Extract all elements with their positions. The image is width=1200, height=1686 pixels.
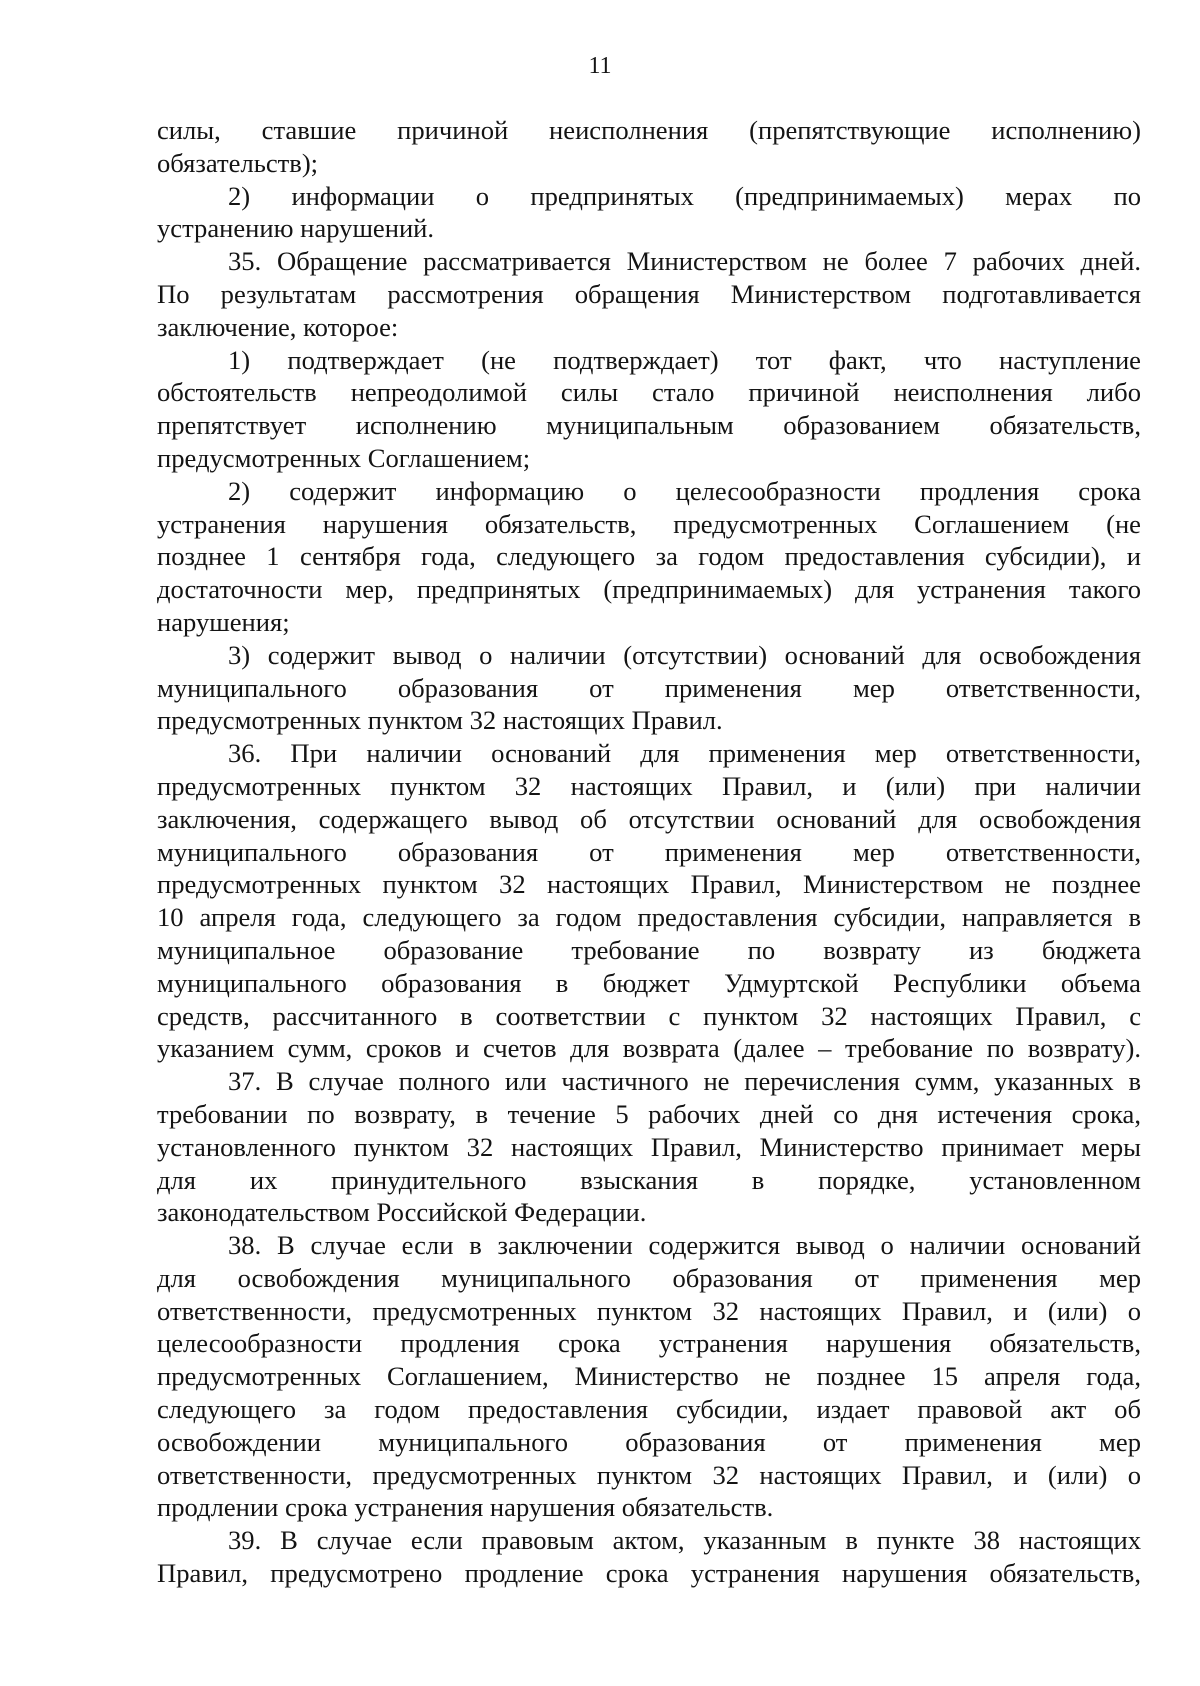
text-line: препятствует исполнению муниципальным образованием обязательств, [157,410,1141,441]
text-line: достаточности мер, предпринятых (предпринимаемых) для устранения такого [157,574,1141,605]
text-line: 10 апреля года, следующего за годом предоставления субсидии, направляется в [157,902,1141,933]
text-line: По результатам рассмотрения обращения Министерством подготавливается [157,278,1141,309]
text-line: ответственности, предусмотренных пунктом 32 настоящих Правил, и (или) о [157,1459,1141,1490]
text-line: установленного пунктом 32 настоящих Правил, Министерство принимает меры [157,1131,1141,1162]
page-number: 11 [588,53,612,79]
text-line: ответственности, предусмотренных пунктом 32 настоящих Правил, и (или) о [157,1295,1141,1326]
text-line: предусмотренных Соглашением, Министерство не позднее 15 апреля года, [157,1361,1141,1392]
text-line: 36. При наличии оснований для применения мер ответственности, [228,738,1141,769]
text-line: нарушения; [157,606,290,637]
text-line: предусмотренных Соглашением; [157,442,531,473]
text-line: 2) содержит информацию о целесообразности продления срока [228,475,1141,506]
text-line: обстоятельств непреодолимой силы стало причиной неисполнения либо [157,377,1141,408]
text-line: устранения нарушения обязательств, предусмотренных Соглашением (не [157,508,1141,539]
text-line: средств, рассчитанного в соответствии с пунктом 32 настоящих Правил, с [157,1000,1141,1031]
text-line: предусмотренных пунктом 32 настоящих Правил. [157,705,723,736]
text-line: для их принудительного взыскания в порядке, установленном [157,1164,1141,1195]
text-line: силы, ставшие причиной неисполнения (препятствующие исполнению) [157,115,1141,145]
text-line: 3) содержит вывод о наличии (отсутствии) оснований для освобождения [228,639,1141,670]
text-line: следующего за годом предоставления субсидии, издает правовой акт об [157,1394,1141,1425]
text-line: Правил, предусмотрено продление срока устранения нарушения обязательств, [157,1558,1141,1589]
text-line: целесообразности продления срока устранения нарушения обязательств, [157,1328,1141,1359]
text-line: 35. Обращение рассматривается Министерством не более 7 рабочих дней. [228,246,1141,277]
text-line: заключения, содержащего вывод об отсутствии оснований для освобождения [157,803,1141,834]
text-line: законодательством Российской Федерации. [157,1197,647,1228]
text-line: 2) информации о предпринятых (предпринимаемых) мерах по [228,180,1141,211]
text-line: обязательств); [157,147,319,178]
text-line: для освобождения муниципального образования от применения мер [157,1262,1141,1293]
document-body [157,114,1141,1590]
text-line: освобождении муниципального образования от применения мер [157,1426,1141,1457]
text-line: 37. В случае полного или частичного не перечисления сумм, указанных в [228,1066,1141,1097]
text-line: позднее 1 сентября года, следующего за годом предоставления субсидии), и [157,541,1141,572]
text-line: муниципального образования в бюджет Удмуртской Республики объема [157,967,1141,998]
text-line: устранению нарушений. [157,213,435,244]
text-line: заключение, которое: [157,311,399,342]
text-line: муниципального образования от применения мер ответственности, [157,836,1141,867]
text-line: 39. В случае если правовым актом, указанным в пункте 38 настоящих [228,1525,1141,1556]
text-line: муниципального образования от применения мер ответственности, [157,672,1141,703]
text-line: муниципальное образование требование по возврату из бюджета [157,934,1141,965]
text-line: требовании по возврату, в течение 5 рабочих дней со дня истечения срока, [157,1098,1141,1129]
text-line: предусмотренных пунктом 32 настоящих Правил, и (или) при наличии [157,770,1141,801]
text-line: предусмотренных пунктом 32 настоящих Правил, Министерством не позднее [157,869,1141,900]
text-line: 38. В случае если в заключении содержится вывод о наличии оснований [228,1230,1141,1261]
text-line: 1) подтверждает (не подтверждает) тот факт, что наступление [228,344,1141,375]
text-line: продлении срока устранения нарушения обязательств. [157,1492,774,1523]
text-line: указанием сумм, сроков и счетов для возврата (далее – требование по возврату). [157,1033,1141,1064]
